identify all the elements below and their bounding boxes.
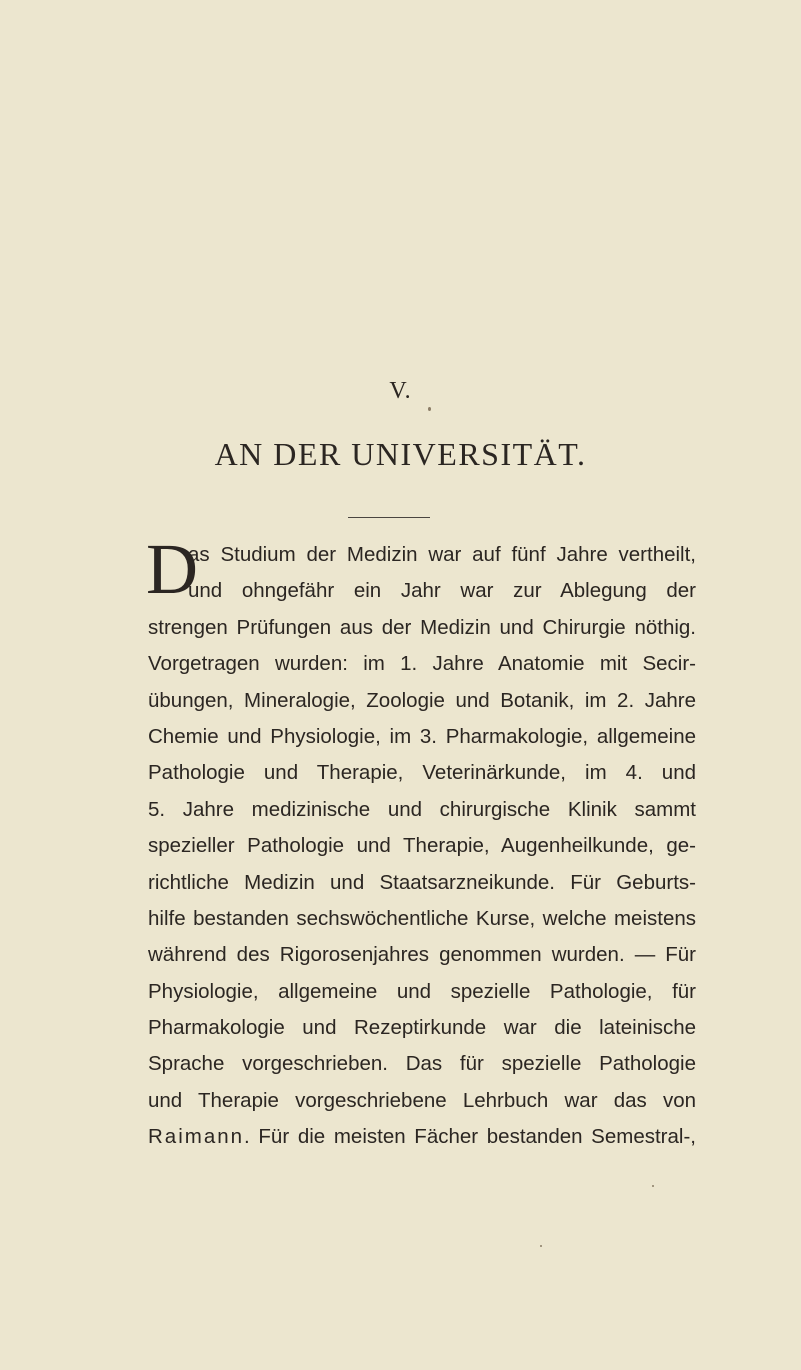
text-line: Sprache vorgeschrieben. Das für spezielle Pathologie [148, 1052, 696, 1076]
text-line: 5. Jahre medizinische und chirurgische Klinik sammt [148, 797, 696, 821]
text-line: richtliche Medizin und Staatsarzneikunde. Für Geburts- [148, 870, 696, 894]
paper-speck [428, 407, 431, 411]
text-line: und ohngefähr ein Jahr war zur Ablegung der [188, 579, 696, 603]
drop-capital: D [146, 529, 198, 609]
text-line: während des Rigorosenjahres genommen wurden. — Für [148, 943, 696, 967]
paper-speck [540, 1245, 542, 1247]
text-line: hilfe bestanden sechswöchentliche Kurse, welche meistens [148, 906, 696, 930]
text-line: spezieller Pathologie und Therapie, Augenheilkunde, ge- [148, 834, 696, 858]
paper-speck [652, 1185, 654, 1187]
text-line-rest: . Für die meisten Fächer bestanden Semestral-, [244, 1125, 696, 1149]
title-divider [348, 517, 430, 518]
text-line: Vorgetragen wurden: im 1. Jahre Anatomie mit Secir- [148, 652, 696, 676]
text-line: Chemie und Physiologie, im 3. Pharmakologie, allgemeine [148, 724, 696, 748]
author-name: Raimann [148, 1125, 245, 1149]
text-line: Pharmakologie und Rezeptirkunde war die lateinische [148, 1016, 696, 1040]
body-paragraph [148, 537, 696, 1156]
text-line: as Studium der Medizin war auf fünf Jahre vertheilt, [188, 543, 696, 566]
text-line: übungen, Mineralogie, Zoologie und Botanik, im 2. Jahre [148, 688, 696, 712]
text-line-last [148, 1119, 696, 1155]
chapter-number: V. [389, 378, 412, 404]
text-line: Pathologie und Therapie, Veterinärkunde, im 4. und [148, 761, 696, 785]
text-line: strengen Prüfungen aus der Medizin und Chirurgie nöthig. [148, 615, 696, 639]
chapter-title: AN DER UNIVERSITÄT. [214, 436, 587, 472]
text-line: und Therapie vorgeschriebene Lehrbuch war das von [148, 1088, 696, 1112]
text-line: Physiologie, allgemeine und spezielle Pathologie, für [148, 979, 696, 1003]
